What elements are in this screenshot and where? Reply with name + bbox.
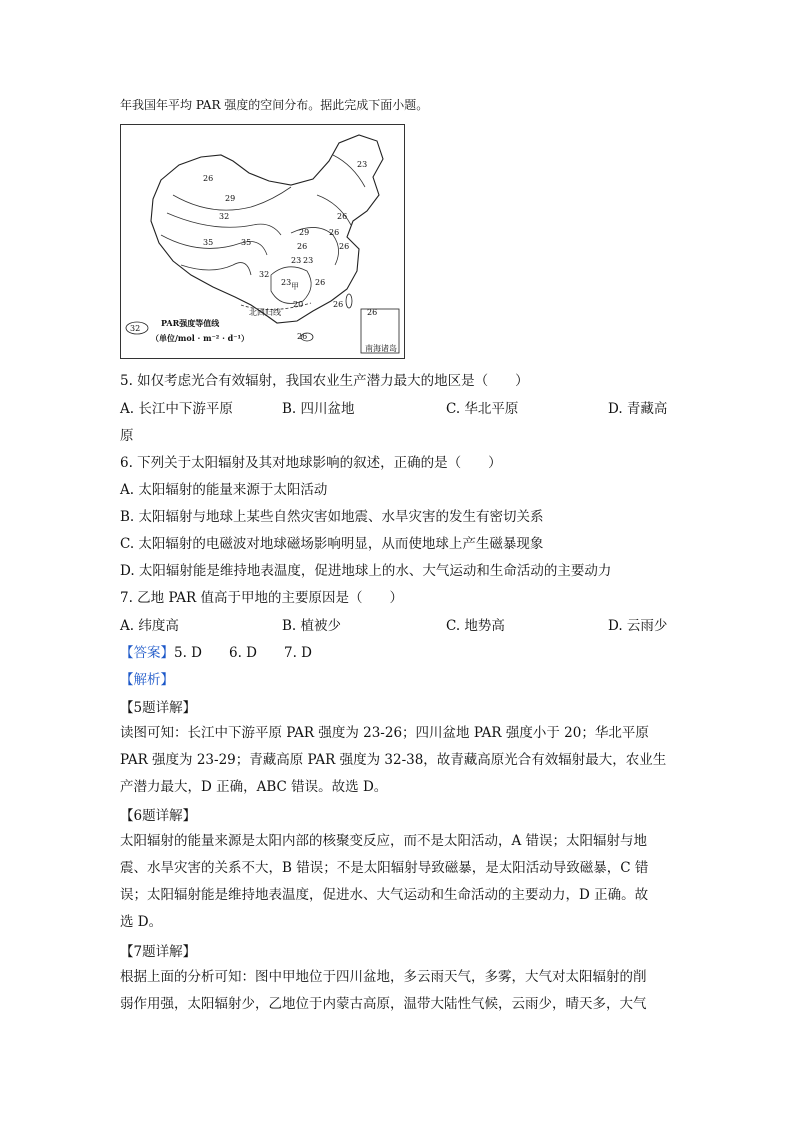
q7-option-d: D. 云雨少 — [608, 618, 668, 634]
map-label: 26 — [203, 174, 214, 183]
tropic-of-cancer-label: 北回归线 — [249, 308, 281, 317]
q5-option-b: B. 四川盆地 — [282, 401, 355, 417]
q7-option-c: C. 地势高 — [446, 618, 505, 634]
detail-6-line: 误；太阳辐射能是维持地表温度，促进水、大气运动和生命活动的主要动力，D 正确。故 — [120, 887, 649, 903]
detail-7-line: 根据上面的分析可知：图中甲地位于四川盆地，多云雨天气，多雾，大气对太阳辐射的削 — [120, 969, 647, 985]
map-label: 35 — [241, 238, 252, 247]
q5-stem: 5. 如仅考虑光合有效辐射，我国农业生产潜力最大的地区是（ ） — [120, 373, 529, 389]
detail-6-line: 太阳辐射的能量来源是太阳内部的核聚变反应，而不是太阳活动，A 错误；太阳辐射与地 — [120, 833, 648, 849]
answer-text: 5. D 6. D 7. D — [174, 645, 312, 661]
map-label: 26 — [297, 242, 308, 251]
q7-stem: 7. 乙地 PAR 值高于甲地的主要原因是（ ） — [120, 590, 404, 606]
map-label: 32 — [259, 270, 270, 279]
map-label: 26 — [333, 300, 344, 309]
detail-6-line: 选 D。 — [120, 914, 163, 930]
map-label: 23 — [281, 278, 292, 287]
map-label: 20 — [293, 300, 304, 309]
map-label: 23 — [357, 160, 368, 169]
detail-5-tag: 【5题详解】 — [120, 700, 197, 716]
map-label: 35 — [203, 238, 214, 247]
map-label-jia: 甲 — [291, 282, 299, 291]
detail-7-body — [120, 964, 668, 1018]
map-label: 29 — [225, 194, 236, 203]
par-isoline-map — [121, 125, 404, 358]
q5-option-d: D. 青藏高 — [608, 401, 668, 417]
map-label: 26 — [339, 242, 350, 251]
map-label: 26 — [337, 212, 348, 221]
detail-5-line: 读图可知：长江中下游平原 PAR 强度为 23-26；四川盆地 PAR 强度小于 20；华北平原 — [120, 725, 649, 741]
map-label: 23 — [303, 256, 314, 265]
legend-title: PAR强度等值线 — [161, 318, 220, 328]
answer-row — [120, 643, 312, 663]
map-label: 29 — [299, 228, 310, 237]
detail-7-line: 弱作用强，太阳辐射少，乙地位于内蒙古高原，温带大陆性气候，云雨少，晴天多，大气 — [120, 996, 647, 1012]
answer-tag: 【答案】 — [120, 645, 174, 661]
q5-option-c: C. 华北平原 — [446, 401, 519, 417]
china-par-map — [120, 124, 405, 359]
map-label: 26 — [315, 278, 326, 287]
map-label: 26 — [329, 228, 340, 237]
q7-option-a: A. 纬度高 — [120, 618, 179, 634]
q6-stem: 6. 下列关于太阳辐射及其对地球影响的叙述，正确的是（ ） — [120, 455, 502, 471]
q6-option-b: B. 太阳辐射与地球上某些自然灾害如地震、水旱灾害的发生有密切关系 — [120, 509, 544, 525]
detail-6-body — [120, 828, 668, 936]
map-label: 32 — [219, 212, 230, 221]
inset-label: 南海诸岛 — [365, 344, 397, 353]
map-label: 26 — [367, 308, 378, 317]
q6-option-d: D. 太阳辐射能是维持地表温度，促进地球上的水、大气运动和生命活动的主要动力 — [120, 563, 612, 579]
q6-option-a: A. 太阳辐射的能量来源于太阳活动 — [120, 482, 328, 498]
detail-7-tag: 【7题详解】 — [120, 944, 197, 960]
legend-unit: （单位/mol · m⁻² · d⁻¹） — [151, 333, 249, 343]
detail-6-line: 震、水旱灾害的关系不大，B 错误；不是太阳辐射导致磁暴，是太阳活动导致磁暴，C 错 — [120, 860, 649, 876]
q7-option-b: B. 植被少 — [282, 618, 342, 634]
analysis-tag: 【解析】 — [120, 672, 174, 688]
q5-option-d-wrap: 原 — [120, 428, 134, 444]
q5-option-a: A. 长江中下游平原 — [120, 401, 233, 417]
detail-5-body — [120, 720, 668, 801]
intro-text: 年我国年平均 PAR 强度的空间分布。据此完成下面小题。 — [120, 98, 429, 112]
legend-sample: 32 — [130, 324, 141, 333]
map-label: 23 — [291, 256, 302, 265]
map-label: 26 — [297, 332, 308, 341]
detail-5-line: 产潜力最大，D 正确，ABC 错误。故选 D。 — [120, 779, 388, 795]
detail-5-line: PAR 强度为 23-29；青藏高原 PAR 强度为 32-38，故青藏高原光合有效辐射最大，农业生 — [120, 752, 667, 768]
detail-6-tag: 【6题详解】 — [120, 808, 197, 824]
q6-option-c: C. 太阳辐射的电磁波对地球磁场影响明显，从而使地球上产生磁暴现象 — [120, 536, 544, 552]
